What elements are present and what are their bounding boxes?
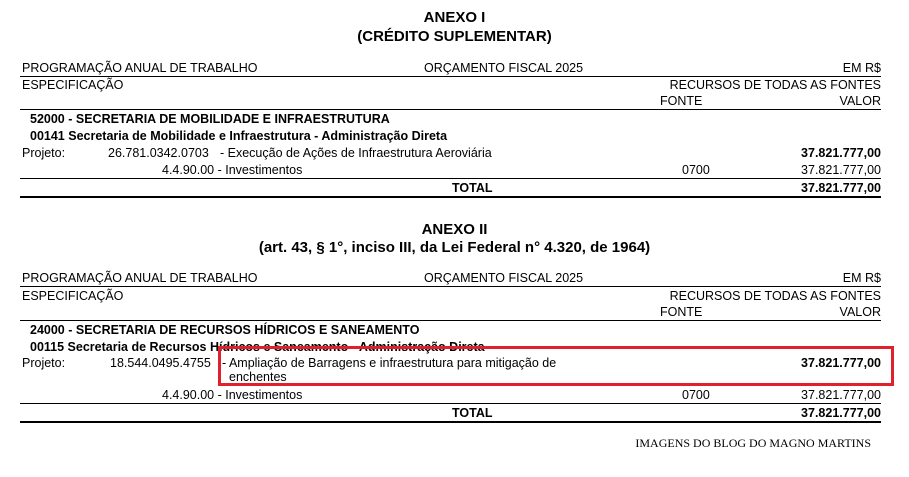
- annex2-item-code: 4.4.90.00 - Investimentos: [162, 388, 303, 402]
- annex1-item-rule: [20, 178, 881, 179]
- annex2-title: ANEXO II: [421, 221, 488, 238]
- annex2-project-value: 37.821.777,00: [801, 356, 881, 370]
- annex1-project-code: 26.781.0342.0703: [108, 146, 209, 160]
- annex1-total-rule: [20, 196, 881, 198]
- annex2-secretariat: 24000 - SECRETARIA DE RECURSOS HÍDRICOS E SANEAMENTO: [30, 323, 420, 337]
- annex2-project-code: 18.544.0495.4755: [110, 356, 211, 370]
- annex2-header-rule: [20, 286, 881, 287]
- annex2-item-rule: [20, 403, 881, 404]
- annex2-value-label: VALOR: [839, 305, 881, 319]
- annex1-total-value: 37.821.777,00: [801, 181, 881, 195]
- annex1-item-source: 0700: [682, 163, 710, 177]
- annex2-subtitle: (art. 43, § 1°, inciso III, da Lei Federal n° 4.320, de 1964): [258, 239, 651, 256]
- annex1-project-description: - Execução de Ações de Infraestrutura Aeroviária: [220, 146, 492, 160]
- annex1-header-rule: [20, 76, 881, 77]
- annex2-project-description-line1: - Ampliação de Barragens e infraestrutura para mitigação de: [222, 356, 557, 370]
- annex1-source-label: FONTE: [660, 94, 703, 108]
- annex2-total-label: TOTAL: [452, 406, 493, 420]
- annex1-currency-label: EM R$: [842, 61, 881, 75]
- annex2-unit: 00115 Secretaria de Recursos Hídricos e Saneamento - Administração Direta: [30, 340, 485, 354]
- annex2-project-label: Projeto:: [22, 356, 66, 370]
- annex1-title: ANEXO I: [423, 9, 486, 26]
- annex1-project-value: 37.821.777,00: [801, 146, 881, 160]
- annex1-total-label: TOTAL: [452, 181, 493, 195]
- annex1-item-value: 37.821.777,00: [801, 163, 881, 177]
- annex1-subtitle: (CRÉDITO SUPLEMENTAR): [357, 28, 552, 45]
- annex1-spec-label: ESPECIFICAÇÃO: [22, 78, 124, 92]
- annex2-total-value: 37.821.777,00: [801, 406, 881, 420]
- annex1-resources-label: RECURSOS DE TODAS AS FONTES: [669, 78, 881, 92]
- annex2-project-description-line2: enchentes: [229, 370, 287, 384]
- annex1-value-label: VALOR: [839, 94, 881, 108]
- annex2-total-rule: [20, 421, 881, 423]
- annex2-budget-label: ORÇAMENTO FISCAL 2025: [424, 271, 584, 285]
- annex1-spec-rule: [20, 109, 881, 110]
- footer-credit: IMAGENS DO BLOG DO MAGNO MARTINS: [635, 436, 871, 450]
- annex1-item-code: 4.4.90.00 - Investimentos: [162, 163, 303, 177]
- annex2-item-source: 0700: [682, 388, 710, 402]
- annex1-program-label: PROGRAMAÇÃO ANUAL DE TRABALHO: [22, 61, 258, 75]
- annex2-spec-rule: [20, 320, 881, 321]
- annex2-item-value: 37.821.777,00: [801, 388, 881, 402]
- annex2-spec-label: ESPECIFICAÇÃO: [22, 289, 124, 303]
- annex2-currency-label: EM R$: [842, 271, 881, 285]
- annex2-resources-label: RECURSOS DE TODAS AS FONTES: [669, 289, 881, 303]
- annex1-unit: 00141 Secretaria de Mobilidade e Infraestrutura - Administração Direta: [30, 129, 448, 143]
- highlight-box: [218, 346, 894, 386]
- annex2-program-label: PROGRAMAÇÃO ANUAL DE TRABALHO: [22, 271, 258, 285]
- annex1-secretariat: 52000 - SECRETARIA DE MOBILIDADE E INFRAESTRUTURA: [30, 112, 390, 126]
- annex1-project-label: Projeto:: [22, 146, 66, 160]
- annex2-source-label: FONTE: [660, 305, 703, 319]
- annex1-budget-label: ORÇAMENTO FISCAL 2025: [424, 61, 584, 75]
